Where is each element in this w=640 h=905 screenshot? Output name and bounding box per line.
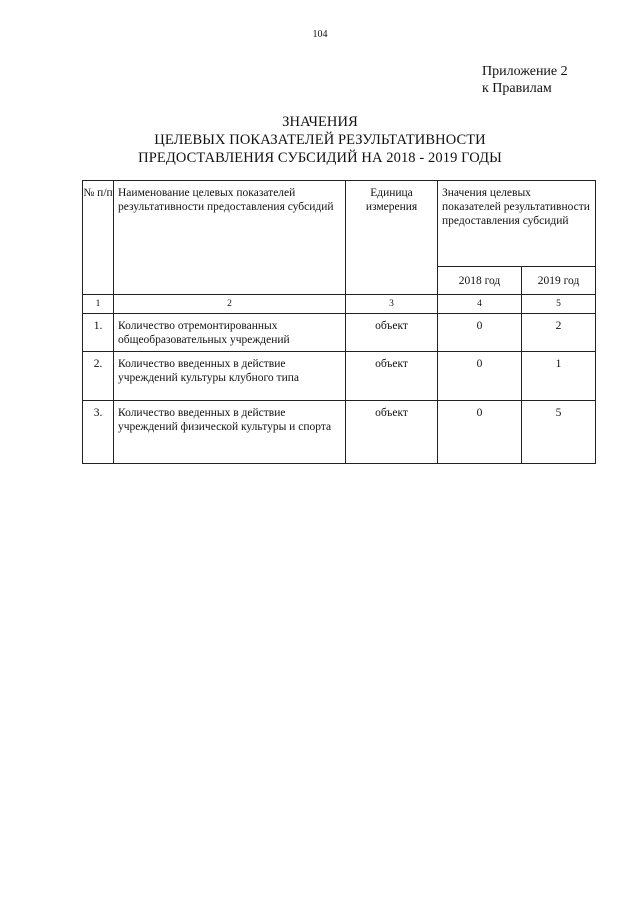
unit-value: объект (346, 314, 438, 352)
header-values: Значения целевых показателей результативности предоставления субсидий (438, 181, 596, 267)
row-number: 1. (83, 314, 114, 352)
table-row (83, 314, 596, 352)
appendix-line-2: к Правилам (482, 81, 552, 96)
header-indicator-name: Наименование целевых показателей результативности предоставления субсидий (114, 181, 346, 295)
value-2019: 5 (522, 401, 596, 464)
row-number: 2. (83, 352, 114, 401)
column-number: 2 (114, 295, 346, 314)
title-line-1: ЗНАЧЕНИЯ (282, 114, 358, 130)
column-number: 3 (346, 295, 438, 314)
column-number: 1 (83, 295, 114, 314)
column-number: 4 (438, 295, 522, 314)
value-2018: 0 (438, 314, 522, 352)
table-header-row (83, 181, 596, 267)
value-2019: 2 (522, 314, 596, 352)
value-2019: 1 (522, 352, 596, 401)
header-unit: Единица измерения (346, 181, 438, 295)
indicator-name: Количество введенных в действие учреждений культуры клубного типа (114, 352, 346, 401)
header-year-2018: 2018 год (438, 267, 522, 295)
header-number: № п/п (83, 181, 114, 295)
header-year-2019: 2019 год (522, 267, 596, 295)
indicator-name: Количество введенных в действие учреждений физической культуры и спорта (114, 401, 346, 464)
column-numbers-row (83, 295, 596, 314)
page-number: 104 (312, 29, 328, 40)
appendix-line-1: Приложение 2 (482, 64, 568, 79)
title-line-2: ЦЕЛЕВЫХ ПОКАЗАТЕЛЕЙ РЕЗУЛЬТАТИВНОСТИ (154, 132, 486, 148)
unit-value: объект (346, 401, 438, 464)
column-number: 5 (522, 295, 596, 314)
table-row (83, 401, 596, 464)
indicator-name: Количество отремонтированных общеобразовательных учреждений (114, 314, 346, 352)
appendix-reference (482, 63, 568, 97)
value-2018: 0 (438, 401, 522, 464)
unit-value: объект (346, 352, 438, 401)
title-line-3: ПРЕДОСТАВЛЕНИЯ СУБСИДИЙ НА 2018 - 2019 ГОДЫ (138, 150, 502, 166)
row-number: 3. (83, 401, 114, 464)
indicators-table (82, 180, 596, 464)
document-title (0, 113, 640, 167)
table-row (83, 352, 596, 401)
value-2018: 0 (438, 352, 522, 401)
